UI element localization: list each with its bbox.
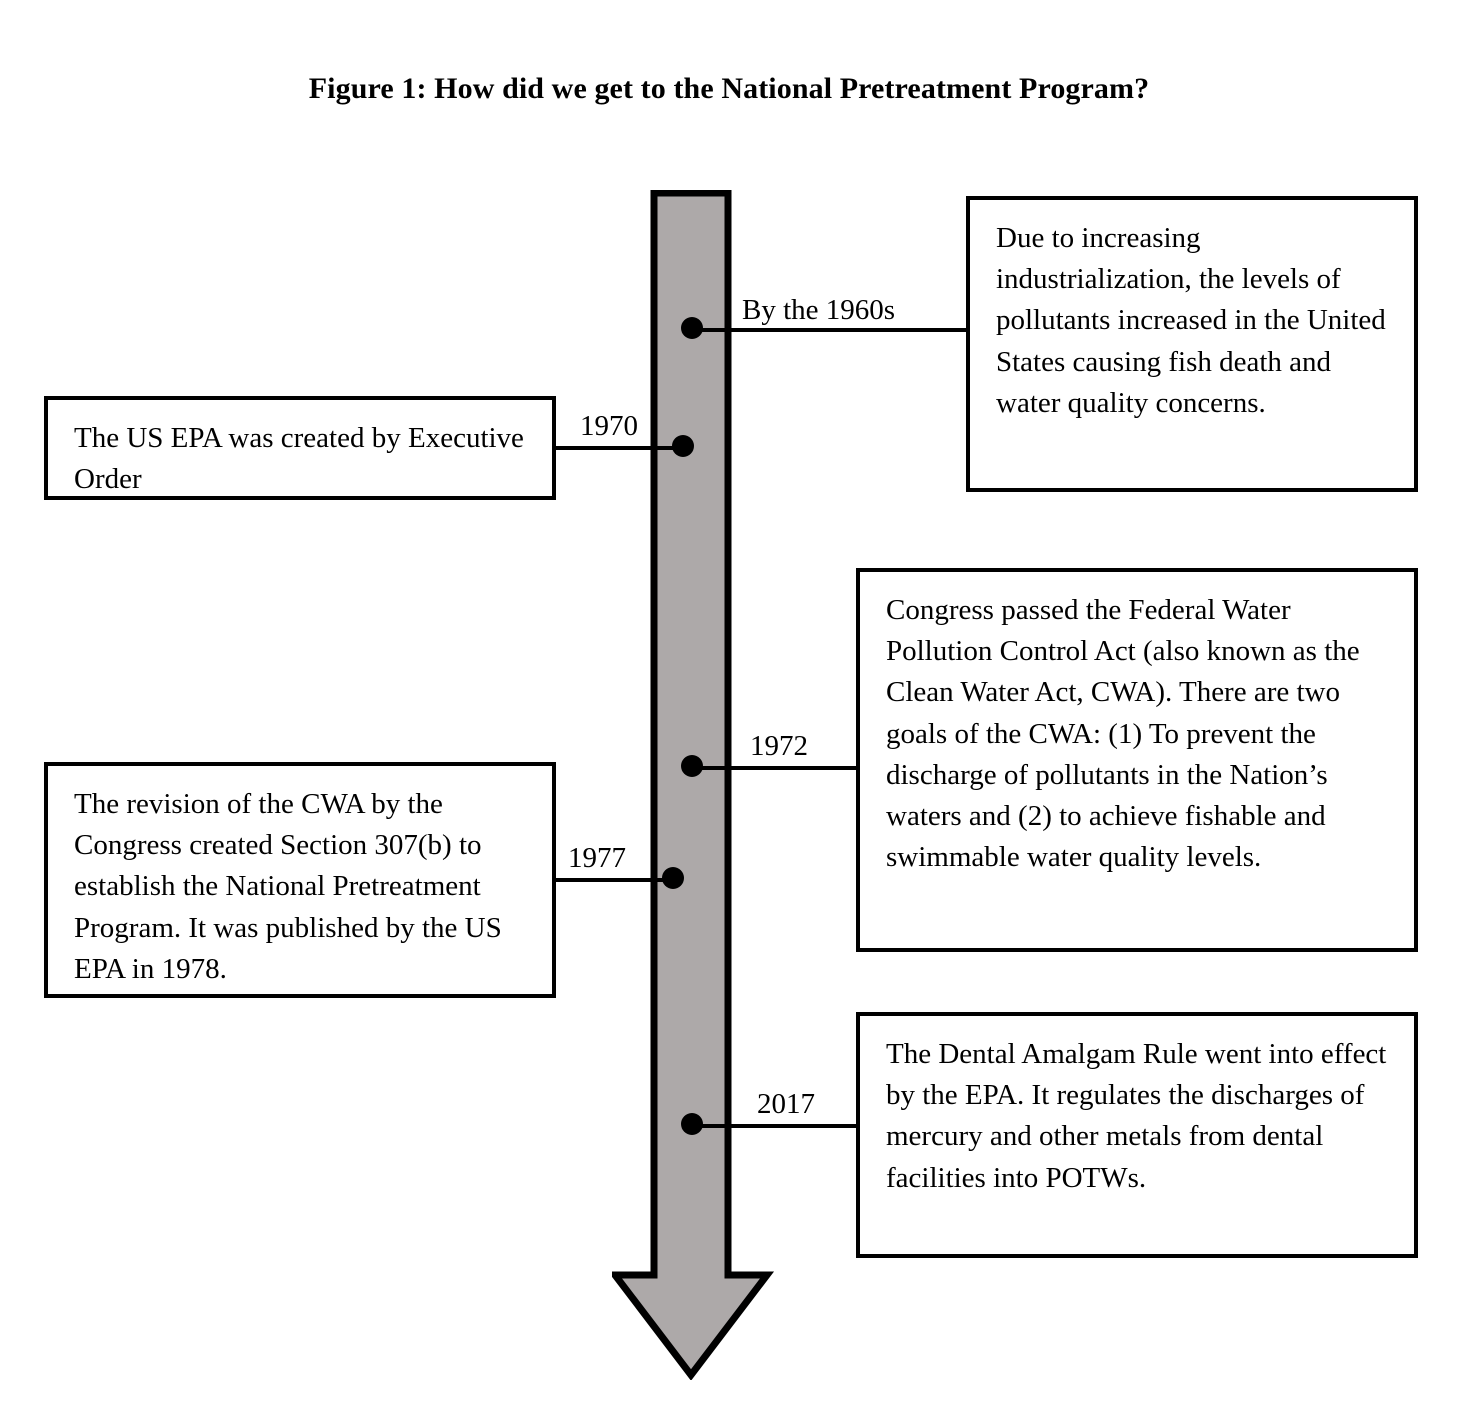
info-box-1970-text: The US EPA was created by Executive Order xyxy=(74,422,524,496)
timeline-arrow-icon xyxy=(612,190,824,1380)
event-dot-1972 xyxy=(681,755,703,777)
info-box-2017-text: The Dental Amalgam Rule went into effect by the EPA. It regulates the discharges of mercury and other metals from dental facilities into POTWs. xyxy=(886,1038,1387,1194)
connector-line-1960s xyxy=(700,328,970,332)
connector-line-1972 xyxy=(700,766,860,770)
info-box-1970 xyxy=(44,396,556,500)
info-box-1977 xyxy=(44,762,556,998)
info-box-1977-text: The revision of the CWA by the Congress created Section 307(b) to establish the National Pretreatment Program. It was published by the US EPA in 1978. xyxy=(74,788,502,985)
info-box-1960s xyxy=(966,196,1418,492)
event-dot-2017 xyxy=(681,1113,703,1135)
info-box-2017 xyxy=(856,1012,1418,1258)
year-label-1977: 1977 xyxy=(568,842,626,874)
connector-line-2017 xyxy=(700,1124,860,1128)
year-label-1960s: By the 1960s xyxy=(742,294,896,326)
event-dot-1970 xyxy=(672,435,694,457)
event-dot-1960s xyxy=(681,317,703,339)
year-label-2017: 2017 xyxy=(757,1088,815,1120)
info-box-1972 xyxy=(856,568,1418,952)
info-box-1972-text: Congress passed the Federal Water Pollution Control Act (also known as the Clean Water Act, CWA). There are two goals of the CWA: (1) To prevent the discharge of pollutants in the Nation’s waters and (2) to achieve fishable and swimmable water quality levels. xyxy=(886,594,1360,874)
connector-line-1970 xyxy=(552,446,692,450)
event-dot-1977 xyxy=(662,867,684,889)
year-label-1970: 1970 xyxy=(580,410,638,442)
info-box-1960s-text: Due to increasing industrialization, the levels of pollutants increased in the United States causing fish death and water quality concerns. xyxy=(996,222,1386,419)
year-label-1972: 1972 xyxy=(750,730,808,762)
figure-title: Figure 1: How did we get to the National Pretreatment Program? xyxy=(308,72,1150,105)
